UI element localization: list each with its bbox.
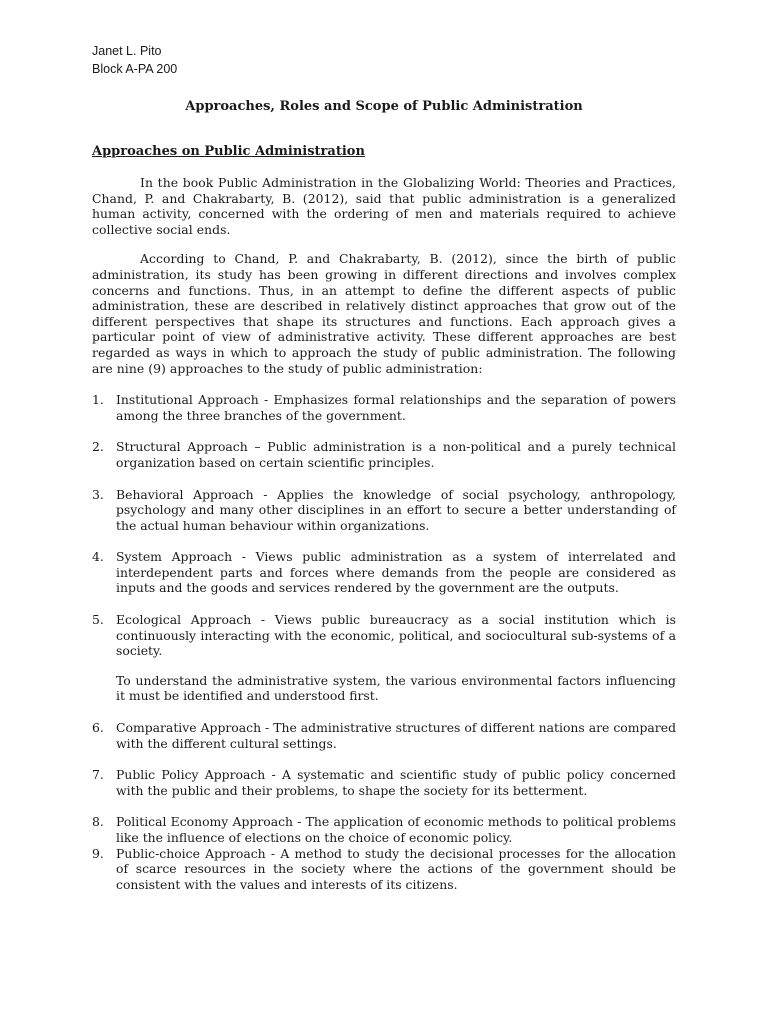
list-item — [92, 487, 676, 534]
list-number: 9. — [92, 845, 104, 861]
list-number: 4. — [92, 549, 104, 565]
list-item-text: Comparative Approach - The administrative structures of different nations are compared with the different cultural settings. — [116, 720, 676, 751]
list-item-text: System Approach - Views public administration as a system of interrelated and interdependent parts and forces where demands from the people are considered as inputs and the goods and services rendered by the government are the outputs. — [116, 549, 676, 596]
list-item-text: Political Economy Approach - The application of economic methods to political problems like the influence of elections on the choice of economic policy. — [116, 814, 676, 845]
list-item — [92, 846, 676, 893]
list-item — [92, 439, 676, 470]
list-item — [92, 814, 676, 845]
list-number: 2. — [92, 439, 104, 455]
list-item-text: Institutional Approach - Emphasizes formal relationships and the separation of powers among the three branches of the government. — [116, 392, 676, 423]
author-block: Block A-PA 200 — [92, 62, 178, 76]
intro-paragraph-2: According to Chand, P. and Chakrabarty, B. (2012), since the birth of public administration, its study has been growing in different directions and involves complex concerns and functions. Thus, in an attempt to define the different aspects of public administration, these are described in relatively distinct approaches that grow out of the different perspectives that shape its structures and functions. Each approach gives a particular point of view of administrative activity. These different approaches are best regarded as ways in which to approach the study of public administration. The following are nine (9) approaches to the study of public administration: — [92, 251, 676, 376]
intro-paragraph-1: In the book Public Administration in the Globalizing World: Theories and Practices, Chand, P. and Chakrabarty, B. (2012), said that public administration is a generalized human activity, concerned with the ordering of men and materials required to achieve collective social ends. — [92, 175, 676, 237]
author-name: Janet L. Pito — [92, 44, 162, 58]
list-number: 6. — [92, 720, 104, 736]
list-number: 1. — [92, 392, 104, 408]
approaches-list — [92, 392, 676, 892]
section-heading: Approaches on Public Administration — [92, 144, 365, 159]
list-item-text: Behavioral Approach - Applies the knowledge of social psychology, anthropology, psychology and many other disciplines in an effort to secure a better understanding of the actual human behaviour within organizations. — [116, 486, 676, 533]
list-item — [92, 767, 676, 798]
list-item — [92, 392, 676, 423]
list-number: 8. — [92, 814, 104, 830]
list-item-text: Public Policy Approach - A systematic and scientific study of public policy concerned with the public and their problems, to shape the society for its betterment. — [116, 767, 676, 798]
list-item — [92, 612, 676, 704]
list-item-text: Ecological Approach - Views public bureaucracy as a social institution which is continuously interacting with the economic, political, and sociocultural sub-systems of a society. — [116, 612, 676, 659]
document-title: Approaches, Roles and Scope of Public Administration — [185, 99, 583, 114]
list-item-subparagraph: To understand the administrative system, the various environmental factors influencing it must be identified and understood first. — [116, 672, 676, 704]
list-number: 3. — [92, 486, 104, 502]
list-item-body — [116, 612, 676, 704]
list-item-text: Public-choice Approach - A method to study the decisional processes for the allocation of scarce resources in the society where the actions of the government should be consistent with the values and interests of its citizens. — [116, 845, 676, 892]
list-number: 5. — [92, 612, 104, 628]
list-number: 7. — [92, 767, 104, 783]
list-item — [92, 720, 676, 751]
list-item-text: Structural Approach – Public administration is a non-political and a purely technical organization based on certain scientific principles. — [116, 439, 676, 470]
list-item — [92, 549, 676, 596]
